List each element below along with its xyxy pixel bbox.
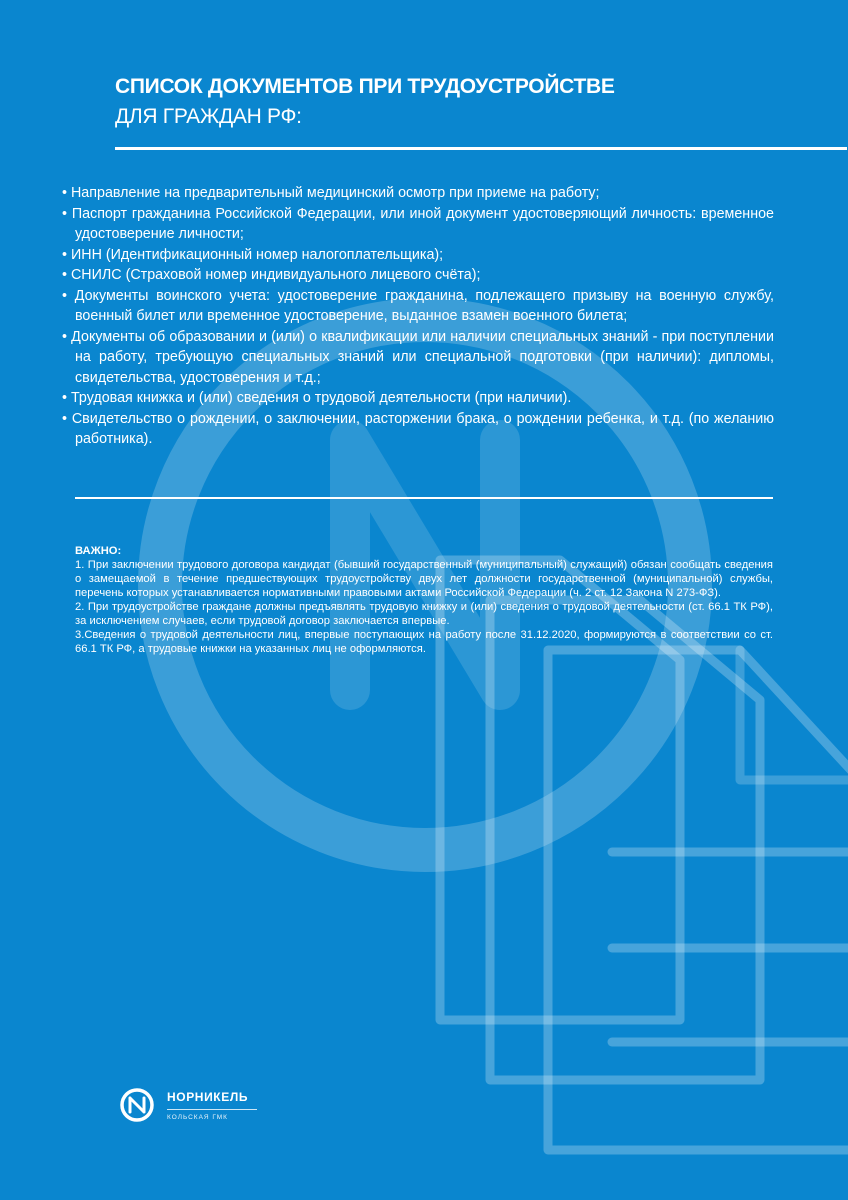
note-item: 2. При трудоустройстве граждане должны предъявлять трудовую книжку и (или) сведения о трудовой деятельности (ст. 66.1 ТК РФ), за исключением случаев, если трудовой договор заключается впервые. [75, 601, 773, 627]
nornickel-logo-icon [115, 1088, 159, 1122]
page-title [115, 72, 755, 132]
important-heading: ВАЖНО: [75, 545, 122, 557]
title-line-2: ДЛЯ ГРАЖДАН РФ: [115, 105, 302, 128]
important-notes [75, 544, 773, 656]
list-item: • Паспорт гражданина Российской Федерации, или иной документ удостоверяющий личность: временное удостоверение личности; [62, 204, 774, 245]
list-item: • СНИЛС (Страховой номер индивидуального лицевого счёта); [62, 265, 774, 286]
note-item: 3.Сведения о трудовой деятельности лиц, впервые поступающих на работу после 31.12.2020, формируются в соответствии со ст. 66.1 ТК РФ, а трудовые книжки на указанных лиц не оформляются. [75, 629, 773, 655]
logo-name: НОРНИКЕЛЬ [167, 1090, 249, 1104]
list-item: • Направление на предварительный медицинский осмотр при приеме на работу; [62, 183, 774, 204]
logo-subtitle: КОЛЬСКАЯ ГМК [167, 1114, 228, 1121]
divider-middle [75, 497, 773, 499]
list-item: • Документы об образовании и (или) о квалификации или наличии специальных знаний - при поступлении на работу, требующую специальных знаний или специальной подготовки (при наличии): дипломы, свидетельства, удостоверения и т.д.; [62, 327, 774, 389]
documents-list [62, 183, 774, 450]
list-item: • Свидетельство о рождении, о заключении, расторжении брака, о рождении ребенка, и т.д. (по желанию работника). [62, 409, 774, 450]
title-line-1: СПИСОК ДОКУМЕНТОВ ПРИ ТРУДОУСТРОЙСТВЕ [115, 75, 615, 98]
divider-top [115, 147, 847, 150]
list-item: • Документы воинского учета: удостоверение гражданина, подлежащего призыву на военную службу, военный билет или временное удостоверение, выданное взамен военного билета; [62, 286, 774, 327]
document-front-icon [548, 650, 848, 1150]
logo-divider [167, 1109, 257, 1110]
note-item: 1. При заключении трудового договора кандидат (бывший государственный (муниципальный) служащий) обязан сообщать сведения о замещаемой в течение предшествующих трудоустройству двух лет должности государственной (муниципальной) службы, перечень которых устанавливается нормативными правовыми актами Российской Федерации (ч. 2 ст. 12 Закона N 273-ФЗ). [75, 559, 773, 599]
list-item: • Трудовая книжка и (или) сведения о трудовой деятельности (при наличии). [62, 388, 774, 409]
list-item: • ИНН (Идентификационный номер налогоплательщика); [62, 245, 774, 266]
